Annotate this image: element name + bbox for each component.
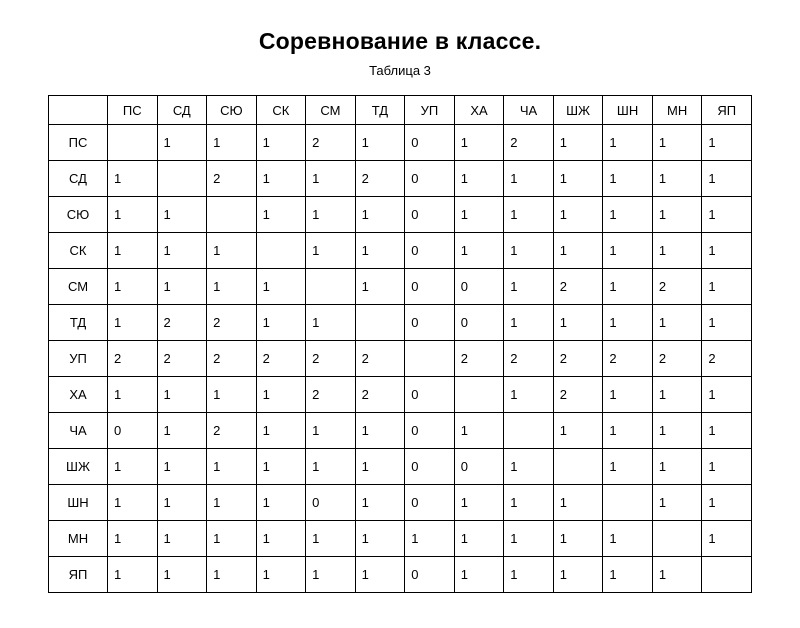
table-column-header: ПС — [108, 96, 158, 125]
table-cell: 2 — [306, 341, 356, 377]
table-column-header: СМ — [306, 96, 356, 125]
table-cell: 1 — [702, 161, 752, 197]
table-cell: 1 — [652, 449, 702, 485]
table-cell — [355, 305, 405, 341]
table-row-header: СД — [49, 161, 108, 197]
table-cell: 1 — [553, 161, 603, 197]
table-cell: 1 — [355, 413, 405, 449]
table-column-header: ХА — [454, 96, 504, 125]
table-cell: 1 — [603, 197, 653, 233]
table-cell: 0 — [306, 485, 356, 521]
table-cell: 1 — [702, 377, 752, 413]
table-cell: 1 — [108, 233, 158, 269]
table-row-header: СМ — [49, 269, 108, 305]
table-row — [49, 521, 752, 557]
table-cell: 0 — [108, 413, 158, 449]
table-cell: 2 — [306, 125, 356, 161]
table-cell: 1 — [702, 449, 752, 485]
table-cell: 1 — [157, 197, 207, 233]
table-cell: 1 — [652, 233, 702, 269]
table-cell: 0 — [405, 305, 455, 341]
table-cell: 1 — [652, 125, 702, 161]
table-cell: 2 — [603, 341, 653, 377]
table-cell: 1 — [306, 521, 356, 557]
table-row — [49, 161, 752, 197]
table-cell: 1 — [108, 377, 158, 413]
table-cell: 1 — [504, 161, 554, 197]
table-row-header: ХА — [49, 377, 108, 413]
table-cell: 1 — [157, 269, 207, 305]
table-cell: 2 — [256, 341, 306, 377]
table-column-header: ТД — [355, 96, 405, 125]
table-head — [49, 96, 752, 125]
table-cell: 1 — [553, 233, 603, 269]
table-cell — [603, 485, 653, 521]
table-cell: 1 — [405, 521, 455, 557]
table-cell: 1 — [702, 413, 752, 449]
table-cell: 1 — [603, 377, 653, 413]
table-cell: 1 — [256, 125, 306, 161]
table-cell: 0 — [405, 233, 455, 269]
table-cell: 1 — [504, 233, 554, 269]
table-cell: 0 — [405, 125, 455, 161]
table-cell: 1 — [306, 197, 356, 233]
table-cell: 1 — [256, 485, 306, 521]
table-cell: 1 — [553, 521, 603, 557]
table-cell: 2 — [157, 341, 207, 377]
table-cell: 0 — [405, 377, 455, 413]
table-cell: 1 — [454, 521, 504, 557]
table-cell: 2 — [504, 125, 554, 161]
table-row-header: ШЖ — [49, 449, 108, 485]
table-cell: 1 — [504, 377, 554, 413]
table-cell: 1 — [306, 233, 356, 269]
table-cell: 2 — [355, 161, 405, 197]
table-cell: 1 — [306, 449, 356, 485]
table-cell: 1 — [207, 233, 257, 269]
page-title: Соревнование в классе. — [258, 28, 542, 54]
table-cell: 0 — [454, 449, 504, 485]
table-cell: 1 — [603, 449, 653, 485]
table-cell — [207, 197, 257, 233]
table-cell: 1 — [652, 197, 702, 233]
table-column-header: ЧА — [504, 96, 554, 125]
table-cell: 0 — [405, 161, 455, 197]
table-cell: 1 — [256, 197, 306, 233]
table-cell: 1 — [702, 197, 752, 233]
table-cell: 1 — [652, 377, 702, 413]
table-cell: 1 — [355, 521, 405, 557]
table-column-header: МН — [652, 96, 702, 125]
table-column-header: ШЖ — [553, 96, 603, 125]
table-cell: 1 — [108, 161, 158, 197]
table-cell: 2 — [454, 341, 504, 377]
table-cell: 1 — [454, 125, 504, 161]
table-cell: 2 — [207, 413, 257, 449]
table-cell: 1 — [108, 269, 158, 305]
table-row-header: МН — [49, 521, 108, 557]
table-cell — [306, 269, 356, 305]
table-cell: 1 — [553, 125, 603, 161]
table-cell: 1 — [256, 557, 306, 593]
table-row — [49, 269, 752, 305]
table-cell: 1 — [207, 521, 257, 557]
table-cell: 2 — [652, 269, 702, 305]
table-row — [49, 233, 752, 269]
table-cell: 1 — [207, 269, 257, 305]
table-cell: 2 — [553, 269, 603, 305]
table-cell: 1 — [306, 413, 356, 449]
table-cell: 1 — [603, 413, 653, 449]
table-cell — [157, 161, 207, 197]
table-cell: 0 — [405, 413, 455, 449]
table-row — [49, 197, 752, 233]
table-cell: 0 — [405, 269, 455, 305]
table-column-header: УП — [405, 96, 455, 125]
table-cell: 1 — [603, 161, 653, 197]
table-cell: 1 — [355, 485, 405, 521]
table-row-header: ШН — [49, 485, 108, 521]
table-cell: 1 — [504, 305, 554, 341]
table-cell: 1 — [702, 305, 752, 341]
table-row — [49, 485, 752, 521]
table-cell: 1 — [355, 197, 405, 233]
table-corner-cell — [49, 96, 108, 125]
table-cell: 1 — [553, 413, 603, 449]
table-row — [49, 557, 752, 593]
table-cell: 1 — [355, 557, 405, 593]
table-cell: 1 — [454, 485, 504, 521]
table-cell: 2 — [306, 377, 356, 413]
table-cell: 1 — [702, 485, 752, 521]
table-cell: 0 — [405, 557, 455, 593]
table-row-header: СЮ — [49, 197, 108, 233]
table-cell: 1 — [454, 557, 504, 593]
table-row-header: УП — [49, 341, 108, 377]
table-cell: 1 — [652, 557, 702, 593]
table-cell: 0 — [405, 197, 455, 233]
table-cell: 2 — [355, 341, 405, 377]
competition-table — [48, 95, 752, 593]
table-cell: 1 — [504, 197, 554, 233]
table-cell: 1 — [108, 449, 158, 485]
table-cell: 1 — [504, 557, 554, 593]
table-cell: 1 — [306, 557, 356, 593]
table-row — [49, 449, 752, 485]
table-cell: 1 — [553, 197, 603, 233]
table-cell: 2 — [702, 341, 752, 377]
table-cell: 0 — [405, 449, 455, 485]
table-cell: 1 — [652, 413, 702, 449]
table-header-row — [49, 96, 752, 125]
table-cell: 1 — [108, 557, 158, 593]
table-cell: 1 — [256, 305, 306, 341]
table-cell: 1 — [157, 377, 207, 413]
table-cell — [702, 557, 752, 593]
table-cell: 1 — [306, 305, 356, 341]
table-cell: 1 — [454, 197, 504, 233]
table-cell: 1 — [603, 125, 653, 161]
table-cell — [405, 341, 455, 377]
table-cell: 1 — [702, 233, 752, 269]
slide — [0, 28, 800, 628]
table-cell: 1 — [157, 521, 207, 557]
table-cell: 2 — [504, 341, 554, 377]
table-cell — [256, 233, 306, 269]
table-cell: 1 — [207, 557, 257, 593]
table-row — [49, 341, 752, 377]
table-cell: 1 — [157, 413, 207, 449]
table-row — [49, 413, 752, 449]
table-cell: 1 — [454, 161, 504, 197]
table-column-header: СК — [256, 96, 306, 125]
table-cell: 1 — [702, 125, 752, 161]
table-cell: 1 — [256, 161, 306, 197]
table-cell: 1 — [207, 485, 257, 521]
table-cell: 1 — [207, 125, 257, 161]
table-cell: 1 — [355, 269, 405, 305]
table-cell: 1 — [702, 521, 752, 557]
table-cell: 1 — [108, 305, 158, 341]
table-row — [49, 305, 752, 341]
table-cell: 1 — [256, 413, 306, 449]
table-cell: 2 — [207, 341, 257, 377]
table-cell: 0 — [405, 485, 455, 521]
table-column-header: СД — [157, 96, 207, 125]
table-cell: 2 — [207, 161, 257, 197]
table-cell: 1 — [652, 485, 702, 521]
table-container — [48, 95, 752, 593]
table-cell: 1 — [603, 233, 653, 269]
table-cell: 1 — [256, 269, 306, 305]
table-cell: 1 — [652, 161, 702, 197]
table-row — [49, 377, 752, 413]
table-cell: 1 — [454, 233, 504, 269]
table-cell: 1 — [504, 449, 554, 485]
table-cell — [504, 413, 554, 449]
table-cell: 1 — [306, 161, 356, 197]
table-body — [49, 125, 752, 593]
table-row-header: ПС — [49, 125, 108, 161]
table-cell: 1 — [207, 449, 257, 485]
table-cell — [553, 449, 603, 485]
table-cell: 1 — [603, 521, 653, 557]
table-cell — [108, 125, 158, 161]
table-cell: 1 — [702, 269, 752, 305]
table-cell: 1 — [157, 233, 207, 269]
table-cell: 1 — [504, 269, 554, 305]
table-cell: 1 — [603, 269, 653, 305]
table-cell: 1 — [454, 413, 504, 449]
table-column-header: СЮ — [207, 96, 257, 125]
table-cell: 1 — [157, 557, 207, 593]
table-cell: 1 — [355, 449, 405, 485]
table-cell: 1 — [553, 305, 603, 341]
table-cell: 1 — [108, 485, 158, 521]
table-cell: 1 — [256, 449, 306, 485]
table-cell: 1 — [207, 377, 257, 413]
table-caption: Таблица 3 — [369, 63, 431, 78]
table-row-header: ТД — [49, 305, 108, 341]
table-row-header: ЧА — [49, 413, 108, 449]
table-cell: 1 — [504, 485, 554, 521]
table-column-header: ШН — [603, 96, 653, 125]
table-column-header: ЯП — [702, 96, 752, 125]
table-cell: 1 — [256, 521, 306, 557]
table-cell: 1 — [157, 125, 207, 161]
table-cell: 2 — [355, 377, 405, 413]
table-cell: 1 — [603, 557, 653, 593]
table-cell: 2 — [157, 305, 207, 341]
table-row — [49, 125, 752, 161]
table-cell: 2 — [108, 341, 158, 377]
table-cell: 1 — [355, 125, 405, 161]
table-row-header: СК — [49, 233, 108, 269]
table-cell: 1 — [108, 197, 158, 233]
table-cell: 2 — [553, 341, 603, 377]
table-cell: 1 — [355, 233, 405, 269]
table-cell: 1 — [553, 485, 603, 521]
table-cell: 0 — [454, 305, 504, 341]
table-cell: 1 — [603, 305, 653, 341]
table-cell: 0 — [454, 269, 504, 305]
table-cell: 1 — [256, 377, 306, 413]
table-cell — [454, 377, 504, 413]
table-cell: 2 — [207, 305, 257, 341]
table-cell: 1 — [108, 521, 158, 557]
table-cell: 2 — [553, 377, 603, 413]
table-cell — [652, 521, 702, 557]
table-cell: 1 — [157, 485, 207, 521]
table-cell: 1 — [504, 521, 554, 557]
table-cell: 1 — [157, 449, 207, 485]
table-cell: 1 — [652, 305, 702, 341]
table-cell: 2 — [652, 341, 702, 377]
table-cell: 1 — [553, 557, 603, 593]
table-row-header: ЯП — [49, 557, 108, 593]
